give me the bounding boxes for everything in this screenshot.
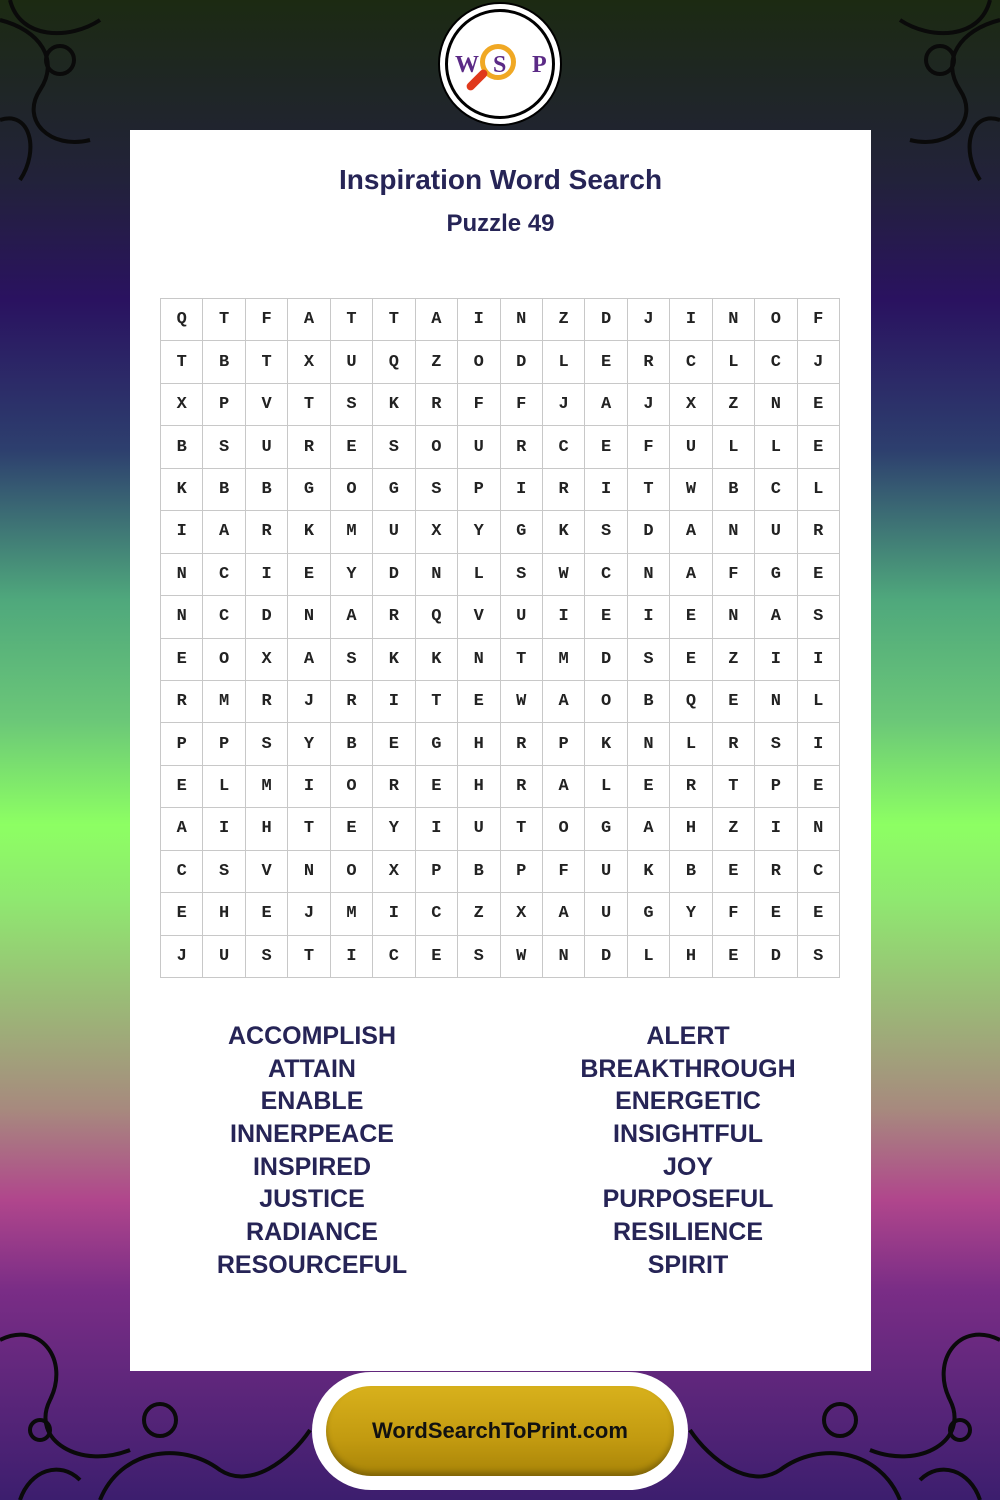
grid-cell: Q	[373, 341, 415, 383]
grid-cell: Z	[543, 299, 585, 341]
grid-cell: J	[288, 681, 330, 723]
word-item: JUSTICE	[259, 1185, 365, 1214]
grid-cell: R	[288, 426, 330, 468]
grid-cell: R	[755, 851, 797, 893]
wsp-logo	[438, 2, 562, 126]
grid-cell: P	[161, 723, 203, 765]
word-item: PURPOSEFUL	[602, 1185, 774, 1214]
grid-cell: R	[670, 766, 712, 808]
grid-cell: P	[543, 723, 585, 765]
grid-cell: N	[713, 596, 755, 638]
grid-cell: A	[288, 639, 330, 681]
grid-cell: T	[161, 341, 203, 383]
grid-cell: R	[331, 681, 373, 723]
grid-cell: X	[416, 511, 458, 553]
grid-cell: K	[373, 384, 415, 426]
grid-cell: C	[798, 851, 840, 893]
grid-cell: F	[713, 893, 755, 935]
grid-cell: S	[246, 936, 288, 978]
grid-cell: O	[543, 808, 585, 850]
grid-cell: P	[755, 766, 797, 808]
grid-cell: Q	[670, 681, 712, 723]
grid-cell: S	[798, 596, 840, 638]
grid-cell: F	[246, 299, 288, 341]
grid-cell: I	[755, 639, 797, 681]
grid-cell: W	[670, 469, 712, 511]
grid-cell: H	[203, 893, 245, 935]
grid-cell: K	[628, 851, 670, 893]
grid-cell: W	[501, 936, 543, 978]
word-item: ALERT	[646, 1022, 730, 1050]
ornament-top-right	[870, 0, 1000, 200]
grid-cell: U	[246, 426, 288, 468]
word-item: ENABLE	[260, 1087, 364, 1116]
grid-cell: Y	[458, 511, 500, 553]
grid-cell: N	[458, 639, 500, 681]
grid-cell: K	[373, 639, 415, 681]
grid-cell: S	[628, 639, 670, 681]
grid-cell: E	[798, 554, 840, 596]
grid-cell: K	[288, 511, 330, 553]
grid-cell: S	[246, 723, 288, 765]
grid-cell: A	[331, 596, 373, 638]
grid-cell: R	[416, 384, 458, 426]
grid-cell: N	[628, 723, 670, 765]
grid-cell: X	[161, 384, 203, 426]
grid-cell: M	[543, 639, 585, 681]
grid-cell: A	[288, 299, 330, 341]
grid-cell: M	[246, 766, 288, 808]
grid-cell: G	[501, 511, 543, 553]
grid-cell: L	[585, 766, 627, 808]
grid-cell: I	[373, 681, 415, 723]
grid-cell: C	[203, 596, 245, 638]
word-item: RADIANCE	[246, 1218, 378, 1247]
grid-cell: J	[628, 299, 670, 341]
grid-cell: E	[713, 681, 755, 723]
word-list-left	[162, 1020, 462, 1282]
grid-cell: I	[585, 469, 627, 511]
grid-cell: J	[161, 936, 203, 978]
grid-cell: T	[331, 299, 373, 341]
grid-cell: J	[798, 341, 840, 383]
grid-cell: X	[246, 639, 288, 681]
grid-cell: S	[416, 469, 458, 511]
grid-cell: F	[543, 851, 585, 893]
grid-cell: E	[798, 426, 840, 468]
grid-cell: C	[416, 893, 458, 935]
grid-cell: E	[585, 596, 627, 638]
grid-cell: Q	[416, 596, 458, 638]
grid-cell: T	[203, 299, 245, 341]
grid-cell: U	[501, 596, 543, 638]
grid-cell: A	[543, 893, 585, 935]
word-item: RESILIENCE	[612, 1218, 764, 1247]
grid-cell: R	[501, 766, 543, 808]
grid-cell: T	[288, 936, 330, 978]
grid-cell: O	[416, 426, 458, 468]
grid-cell: N	[416, 554, 458, 596]
grid-cell: R	[373, 766, 415, 808]
grid-cell: T	[501, 639, 543, 681]
grid-cell: X	[501, 893, 543, 935]
word-item: ATTAIN	[268, 1054, 356, 1083]
grid-cell: I	[543, 596, 585, 638]
grid-cell: Y	[331, 554, 373, 596]
puzzle-card	[130, 130, 871, 1371]
grid-cell: S	[373, 426, 415, 468]
grid-cell: R	[628, 341, 670, 383]
grid-cell: W	[501, 681, 543, 723]
grid-cell: E	[458, 681, 500, 723]
grid-cell: C	[543, 426, 585, 468]
grid-cell: G	[373, 469, 415, 511]
grid-cell: Q	[161, 299, 203, 341]
grid-cell: C	[755, 341, 797, 383]
grid-cell: L	[543, 341, 585, 383]
grid-cell: C	[585, 554, 627, 596]
grid-cell: O	[458, 341, 500, 383]
grid-cell: P	[203, 723, 245, 765]
grid-cell: E	[585, 341, 627, 383]
puzzle-subtitle: Puzzle 49	[446, 210, 555, 237]
grid-cell: M	[331, 511, 373, 553]
grid-cell: E	[713, 851, 755, 893]
grid-cell: I	[373, 893, 415, 935]
grid-cell: R	[798, 511, 840, 553]
grid-cell: S	[458, 936, 500, 978]
grid-cell: L	[203, 766, 245, 808]
grid-cell: K	[543, 511, 585, 553]
grid-cell: Z	[713, 808, 755, 850]
grid-cell: A	[543, 766, 585, 808]
grid-cell: O	[755, 299, 797, 341]
grid-cell: T	[288, 808, 330, 850]
site-banner	[312, 1372, 688, 1490]
grid-cell: Y	[288, 723, 330, 765]
grid-cell: H	[670, 808, 712, 850]
grid-cell: K	[161, 469, 203, 511]
grid-cell: I	[458, 299, 500, 341]
grid-cell: X	[288, 341, 330, 383]
grid-cell: B	[203, 469, 245, 511]
grid-cell: C	[161, 851, 203, 893]
grid-cell: N	[755, 681, 797, 723]
grid-cell: S	[755, 723, 797, 765]
grid-cell: A	[416, 299, 458, 341]
grid-cell: J	[628, 384, 670, 426]
word-item: RESOURCEFUL	[216, 1250, 408, 1279]
word-item: BREAKTHROUGH	[580, 1054, 796, 1083]
grid-cell: Z	[713, 639, 755, 681]
grid-cell: U	[203, 936, 245, 978]
grid-cell: I	[203, 808, 245, 850]
grid-cell: E	[416, 766, 458, 808]
grid-cell: U	[755, 511, 797, 553]
grid-cell: G	[288, 469, 330, 511]
grid-cell: N	[798, 808, 840, 850]
grid-cell: I	[161, 511, 203, 553]
grid-cell: S	[331, 384, 373, 426]
grid-cell: R	[161, 681, 203, 723]
grid-cell: R	[713, 723, 755, 765]
word-item: ENERGETIC	[615, 1087, 761, 1116]
grid-cell: N	[713, 511, 755, 553]
grid-cell: L	[798, 469, 840, 511]
grid-cell: S	[501, 554, 543, 596]
grid-cell: C	[373, 936, 415, 978]
grid-cell: H	[458, 723, 500, 765]
grid-cell: D	[585, 639, 627, 681]
grid-cell: C	[670, 341, 712, 383]
grid-cell: L	[458, 554, 500, 596]
ornament-top-left	[0, 0, 130, 200]
grid-cell: O	[331, 851, 373, 893]
grid-cell: G	[628, 893, 670, 935]
grid-cell: O	[331, 766, 373, 808]
grid-cell: K	[416, 639, 458, 681]
grid-cell: B	[161, 426, 203, 468]
grid-cell: T	[501, 808, 543, 850]
grid-cell: V	[246, 384, 288, 426]
site-link-button[interactable]: WordSearchToPrint.com	[326, 1386, 674, 1476]
grid-cell: U	[458, 808, 500, 850]
grid-cell: P	[501, 851, 543, 893]
grid-cell: R	[373, 596, 415, 638]
grid-cell: F	[798, 299, 840, 341]
letter-grid	[160, 298, 840, 978]
grid-cell: I	[416, 808, 458, 850]
grid-cell: S	[798, 936, 840, 978]
grid-cell: D	[373, 554, 415, 596]
grid-cell: S	[585, 511, 627, 553]
grid-cell: A	[585, 384, 627, 426]
grid-cell: N	[628, 554, 670, 596]
grid-cell: H	[670, 936, 712, 978]
grid-cell: I	[798, 639, 840, 681]
grid-cell: B	[670, 851, 712, 893]
grid-cell: F	[458, 384, 500, 426]
grid-cell: U	[585, 893, 627, 935]
grid-cell: T	[246, 341, 288, 383]
grid-cell: I	[628, 596, 670, 638]
grid-cell: I	[501, 469, 543, 511]
grid-cell: T	[416, 681, 458, 723]
grid-cell: S	[203, 426, 245, 468]
grid-cell: A	[628, 808, 670, 850]
grid-cell: U	[373, 511, 415, 553]
grid-cell: R	[246, 681, 288, 723]
grid-cell: I	[755, 808, 797, 850]
grid-cell: I	[331, 936, 373, 978]
puzzle-title: Inspiration Word Search	[338, 164, 663, 195]
grid-cell: E	[416, 936, 458, 978]
grid-cell: R	[543, 469, 585, 511]
grid-cell: E	[755, 893, 797, 935]
word-item: ACCOMPLISH	[227, 1022, 397, 1050]
grid-cell: D	[246, 596, 288, 638]
grid-cell: W	[543, 554, 585, 596]
grid-cell: E	[246, 893, 288, 935]
grid-cell: U	[331, 341, 373, 383]
grid-cell: Z	[416, 341, 458, 383]
grid-cell: N	[543, 936, 585, 978]
grid-cell: G	[416, 723, 458, 765]
grid-cell: P	[458, 469, 500, 511]
grid-cell: T	[288, 384, 330, 426]
word-item: INSPIRED	[252, 1152, 372, 1181]
grid-cell: R	[501, 426, 543, 468]
grid-cell: E	[670, 596, 712, 638]
grid-cell: R	[246, 511, 288, 553]
grid-cell: P	[203, 384, 245, 426]
logo-letter-p: P	[532, 52, 547, 78]
grid-cell: E	[331, 426, 373, 468]
grid-cell: A	[755, 596, 797, 638]
grid-cell: F	[501, 384, 543, 426]
grid-cell: A	[670, 554, 712, 596]
grid-cell: C	[755, 469, 797, 511]
grid-cell: S	[331, 639, 373, 681]
grid-cell: T	[373, 299, 415, 341]
grid-cell: S	[203, 851, 245, 893]
grid-cell: P	[416, 851, 458, 893]
grid-cell: M	[331, 893, 373, 935]
grid-cell: G	[585, 808, 627, 850]
grid-cell: B	[246, 469, 288, 511]
grid-cell: L	[713, 341, 755, 383]
word-item: SPIRIT	[647, 1250, 729, 1279]
grid-cell: Z	[713, 384, 755, 426]
grid-cell: O	[203, 639, 245, 681]
grid-cell: E	[798, 384, 840, 426]
grid-cell: L	[670, 723, 712, 765]
grid-cell: T	[713, 766, 755, 808]
grid-cell: B	[331, 723, 373, 765]
word-list-right	[538, 1020, 838, 1282]
grid-cell: D	[585, 936, 627, 978]
grid-cell: N	[288, 851, 330, 893]
grid-cell: A	[543, 681, 585, 723]
grid-cell: E	[713, 936, 755, 978]
grid-cell: E	[161, 639, 203, 681]
grid-cell: J	[288, 893, 330, 935]
grid-cell: E	[161, 766, 203, 808]
grid-cell: U	[585, 851, 627, 893]
logo-letter-w: W	[455, 52, 479, 78]
grid-cell: B	[458, 851, 500, 893]
grid-cell: F	[628, 426, 670, 468]
grid-cell: E	[373, 723, 415, 765]
grid-cell: J	[543, 384, 585, 426]
grid-cell: E	[161, 893, 203, 935]
grid-cell: E	[798, 766, 840, 808]
grid-cell: E	[670, 639, 712, 681]
grid-cell: I	[670, 299, 712, 341]
grid-cell: N	[288, 596, 330, 638]
grid-cell: Z	[458, 893, 500, 935]
grid-cell: C	[203, 554, 245, 596]
grid-cell: V	[458, 596, 500, 638]
grid-cell: N	[755, 384, 797, 426]
grid-cell: R	[501, 723, 543, 765]
grid-cell: X	[670, 384, 712, 426]
grid-cell: A	[670, 511, 712, 553]
grid-cell: A	[161, 808, 203, 850]
grid-cell: V	[246, 851, 288, 893]
grid-cell: U	[670, 426, 712, 468]
word-item: INSIGHTFUL	[613, 1120, 763, 1149]
grid-cell: L	[713, 426, 755, 468]
grid-cell: N	[501, 299, 543, 341]
grid-cell: F	[713, 554, 755, 596]
grid-cell: E	[331, 808, 373, 850]
grid-cell: N	[161, 554, 203, 596]
grid-cell: D	[501, 341, 543, 383]
grid-cell: E	[288, 554, 330, 596]
grid-cell: A	[203, 511, 245, 553]
grid-cell: D	[628, 511, 670, 553]
grid-cell: B	[203, 341, 245, 383]
grid-cell: E	[585, 426, 627, 468]
grid-cell: L	[798, 681, 840, 723]
grid-cell: H	[246, 808, 288, 850]
grid-cell: D	[585, 299, 627, 341]
grid-cell: N	[161, 596, 203, 638]
grid-cell: E	[798, 893, 840, 935]
grid-cell: H	[458, 766, 500, 808]
grid-cell: I	[246, 554, 288, 596]
grid-cell: O	[585, 681, 627, 723]
grid-cell: Y	[670, 893, 712, 935]
word-item: JOY	[662, 1152, 714, 1181]
grid-cell: B	[713, 469, 755, 511]
grid-cell: Y	[373, 808, 415, 850]
grid-cell: T	[628, 469, 670, 511]
grid-cell: D	[755, 936, 797, 978]
grid-cell: U	[458, 426, 500, 468]
logo-letter-s: S	[493, 52, 507, 78]
grid-cell: N	[713, 299, 755, 341]
grid-cell: O	[331, 469, 373, 511]
grid-cell: L	[628, 936, 670, 978]
grid-cell: I	[288, 766, 330, 808]
grid-cell: K	[585, 723, 627, 765]
word-item: INNERPEACE	[230, 1120, 394, 1149]
grid-cell: X	[373, 851, 415, 893]
grid-cell: G	[755, 554, 797, 596]
grid-cell: B	[628, 681, 670, 723]
grid-cell: L	[755, 426, 797, 468]
grid-cell: M	[203, 681, 245, 723]
grid-cell: E	[628, 766, 670, 808]
grid-cell: I	[798, 723, 840, 765]
